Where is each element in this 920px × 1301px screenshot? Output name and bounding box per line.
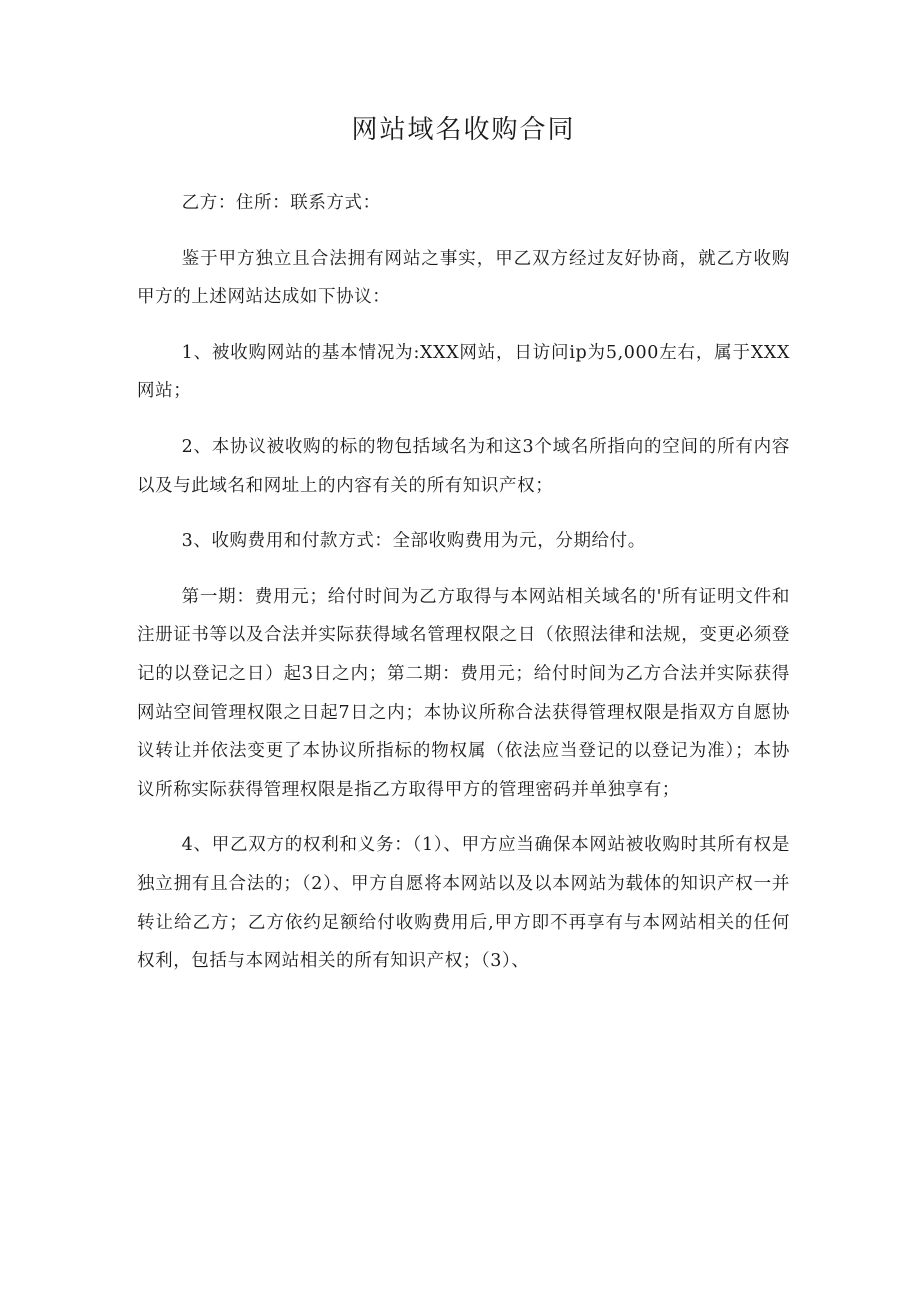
preamble-paragraph: 鉴于甲方独立且合法拥有网站之事实，甲乙双方经过友好协商，就乙方收购甲方的上述网站达成如下协议： [137, 248, 790, 308]
document-title: 网站域名收购合同 [351, 115, 576, 145]
payment-schedule-paragraph: 第一期：费用元；给付时间为乙方取得与本网站相关域名的'所有证明文件和注册证书等以及合法并实际获得域名管理权限之日（依照法律和法规，变更必须登记的以登记之日）起3日之内；第二期：费用元；给付时间为乙方合法并实际获得网站空间管理权限之日起7日之内；本协议所称合法获得管理权限是指双方自愿协议转让并依法变更了本协议所指标的物权属（依法应当登记的以登记为准）；本协议所称实际获得管理权限是指乙方取得甲方的管理密码并单独享有； [137, 586, 790, 800]
clause-2-paragraph: 2、本协议被收购的标的物包括域名为和这3个域名所指向的空间的所有内容以及与此域名和网址上的内容有关的所有知识产权； [137, 436, 790, 496]
clause-1-paragraph: 1、被收购网站的基本情况为:XXX网站，日访问ip为5,000左右，属于XXX网站； [137, 342, 790, 402]
clause-3-paragraph: 3、收购费用和付款方式：全部收购费用为元，分期给付。 [181, 531, 646, 552]
clause-4-paragraph: 4、甲乙双方的权利和义务：（1）、甲方应当确保本网站被收购时其所有权是独立拥有且合法的；（2）、甲方自愿将本网站以及以本网站为载体的知识产权一并转让给乙方；乙方依约足额给付收购费用后,甲方即不再享有与本网站相关的任何权利，包括与本网站相关的所有知识产权；（3）、 [137, 835, 790, 972]
party-b-info-paragraph: 乙方：住所：联系方式： [181, 193, 381, 213]
